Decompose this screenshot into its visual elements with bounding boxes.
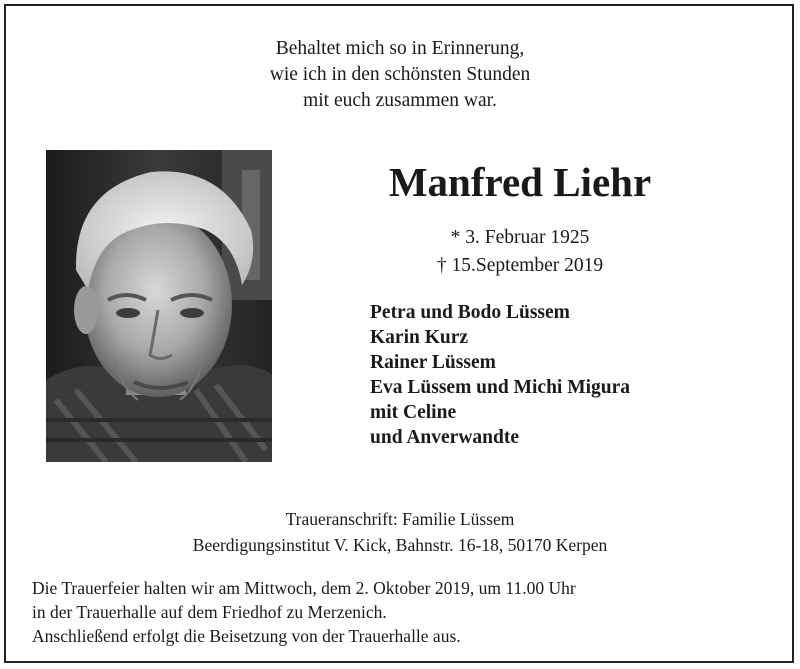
birth-date: * 3. Februar 1925 bbox=[450, 227, 590, 248]
mourner-line: mit Celine bbox=[370, 402, 457, 423]
mourner-line: Petra und Bodo Lüssem bbox=[370, 302, 570, 323]
mourner-line: Rainer Lüssem bbox=[370, 352, 496, 373]
funeral-service-info bbox=[32, 576, 772, 648]
service-line: Anschließend erfolgt die Beisetzung von der Trauerhalle aus. bbox=[32, 626, 461, 646]
mourning-address bbox=[100, 506, 700, 558]
motto-line: Behaltet mich so in Erinnerung, bbox=[275, 38, 525, 59]
address-line: Traueranschrift: Familie Lüssem bbox=[285, 509, 515, 529]
mourners-list bbox=[370, 300, 730, 450]
service-line: Die Trauerfeier halten wir am Mittwoch, dem 2. Oktober 2019, um 11.00 Uhr bbox=[32, 578, 576, 598]
life-dates bbox=[380, 224, 660, 280]
service-line: in der Trauerhalle auf dem Friedhof zu Merzenich. bbox=[32, 602, 387, 622]
mourner-line: Karin Kurz bbox=[370, 327, 469, 348]
death-date: † 15.September 2019 bbox=[436, 255, 604, 276]
mourner-line: Eva Lüssem und Michi Migura bbox=[370, 377, 631, 398]
portrait-photo bbox=[46, 150, 272, 462]
mourner-line: und Anverwandte bbox=[370, 427, 519, 448]
deceased-name: Manfred Liehr bbox=[388, 159, 652, 205]
motto-line: wie ich in den schönsten Stunden bbox=[269, 64, 531, 85]
motto-verse bbox=[150, 36, 650, 114]
address-line: Beerdigungsinstitut V. Kick, Bahnstr. 16-18, 50170 Kerpen bbox=[192, 535, 608, 555]
motto-line: mit euch zusammen war. bbox=[303, 90, 497, 111]
